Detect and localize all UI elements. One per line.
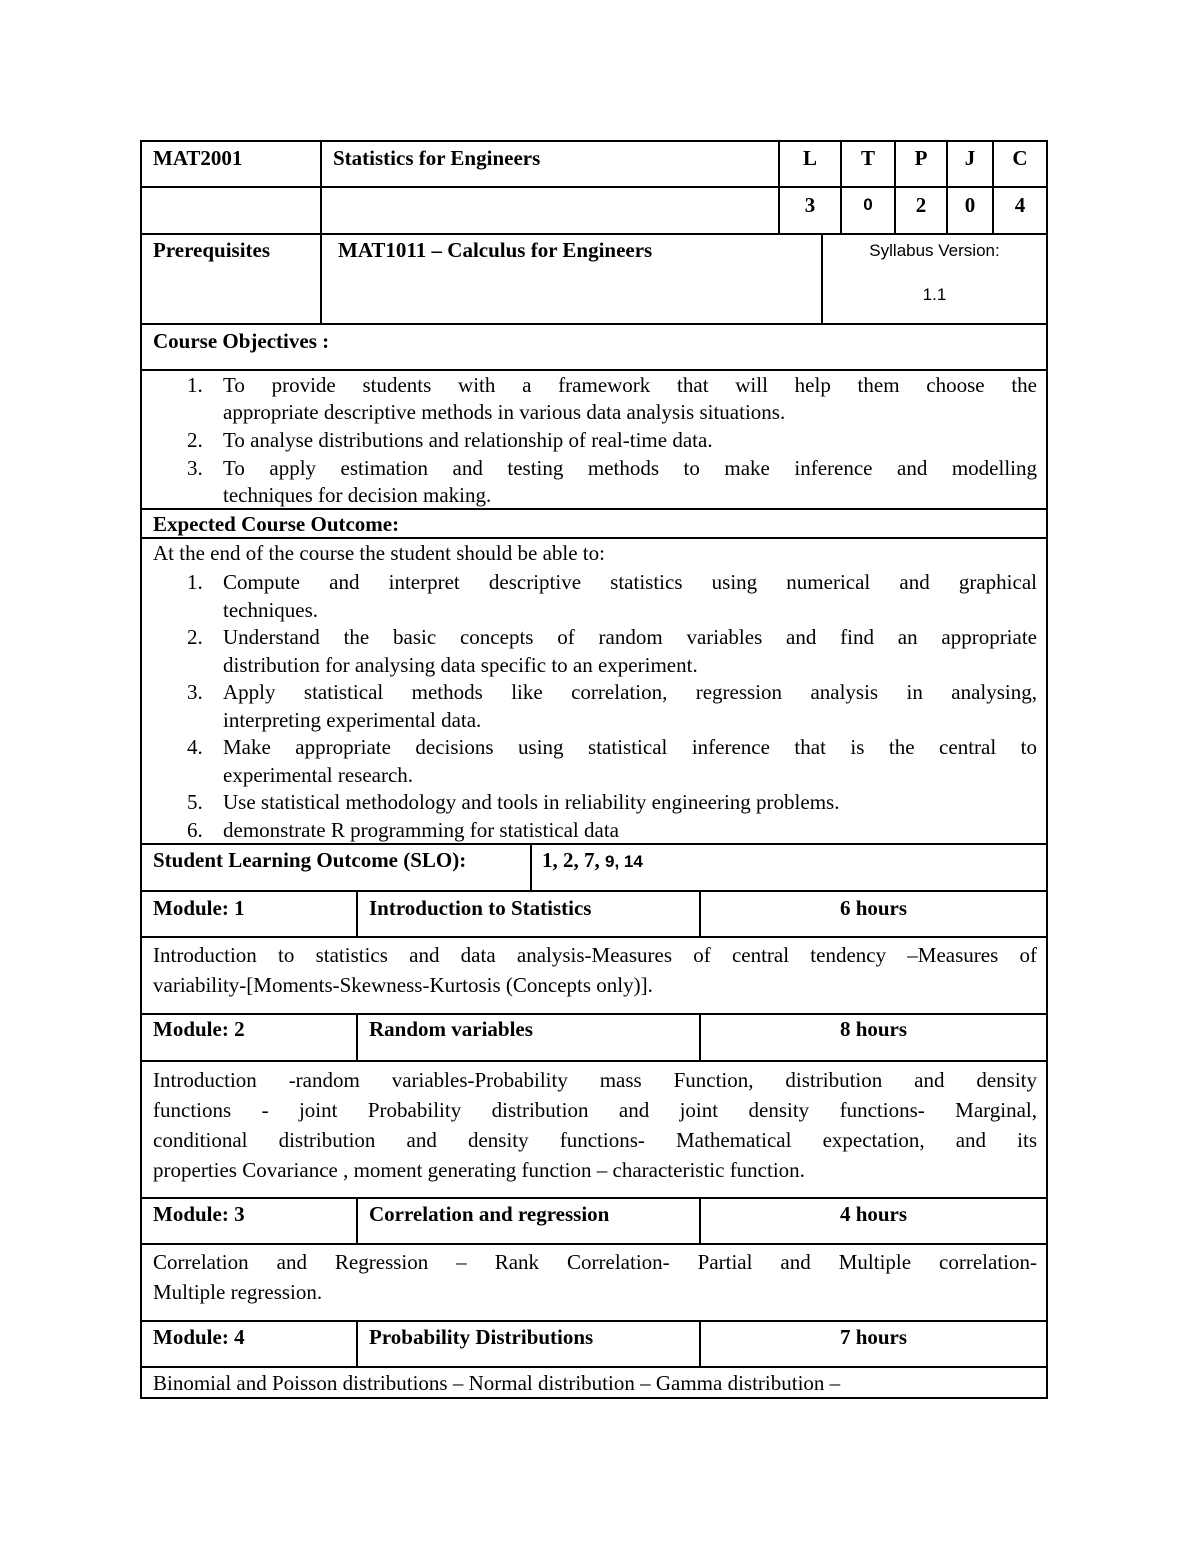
expected-outcome-intro: At the end of the course the student should be able to:	[153, 541, 605, 565]
objective-text-line: techniques for decision making.	[223, 483, 492, 507]
objective-number: 1.	[187, 373, 203, 397]
outcome-text-line: Compute and interpret descriptive statistics using numerical and graphical	[223, 570, 1037, 594]
col-divider	[356, 1320, 358, 1367]
row-divider	[140, 1060, 1048, 1062]
outcome-text-line: Use statistical methodology and tools in reliability engineering problems.	[223, 790, 840, 814]
module-title: Introduction to Statistics	[369, 896, 592, 920]
module-title: Correlation and regression	[369, 1202, 610, 1226]
ltpjc-label-t: T	[860, 146, 875, 170]
module-content-line: Multiple regression.	[153, 1280, 323, 1304]
module-content-line: conditional distribution and density functions- Mathematical expectation, and its	[153, 1128, 1037, 1152]
slo-value	[542, 847, 643, 875]
syllabus-version-value: 1.1	[922, 285, 947, 304]
ltpjc-value-p: 2	[915, 193, 927, 217]
ltpjc-label-c: C	[1012, 146, 1028, 170]
ltpjc-label-p: P	[914, 146, 928, 170]
module-content-line: variability-[Moments-Skewness-Kurtosis (Concepts only)].	[153, 973, 653, 997]
outcome-text-line: Understand the basic concepts of random variables and find an appropriate	[223, 625, 1037, 649]
outcome-text-line: techniques.	[223, 598, 319, 622]
module-hours: 4 hours	[839, 1202, 908, 1226]
ltpjc-value-c: 4	[1014, 193, 1026, 217]
module-content-line: functions - joint Probability distribution and joint density functions- Marginal,	[153, 1098, 1037, 1122]
module-hours: 8 hours	[839, 1017, 908, 1041]
course-title: Statistics for Engineers	[333, 146, 541, 170]
outcome-number: 1.	[187, 570, 203, 594]
slo-value-small: 9, 14	[605, 852, 643, 871]
col-divider	[356, 1197, 358, 1244]
module-label: Module: 4	[153, 1325, 245, 1349]
prerequisites-value: MAT1011 – Calculus for Engineers	[338, 238, 653, 262]
row-divider	[140, 1366, 1048, 1368]
col-divider	[320, 140, 322, 324]
module-label: Module: 3	[153, 1202, 245, 1226]
module-title: Probability Distributions	[369, 1325, 594, 1349]
objective-text-line: To analyse distributions and relationship of real-time data.	[223, 428, 713, 452]
module-label: Module: 1	[153, 896, 245, 920]
module-content-line: properties Covariance , moment generating function – characteristic function.	[153, 1158, 805, 1182]
row-divider	[140, 1243, 1048, 1245]
row-divider	[140, 843, 1048, 845]
ltpjc-value-t: 0	[863, 195, 873, 214]
slo-label: Student Learning Outcome (SLO):	[153, 848, 467, 872]
ltpjc-label-j: J	[964, 146, 976, 170]
slo-value-main: 1, 2, 7,	[542, 848, 600, 872]
outcome-number: 6.	[187, 818, 203, 842]
row-divider	[140, 508, 1048, 510]
outcome-number: 5.	[187, 790, 203, 814]
module-hours: 6 hours	[839, 896, 908, 920]
col-divider	[356, 1013, 358, 1061]
outcome-text-line: interpreting experimental data.	[223, 708, 482, 732]
row-divider	[140, 936, 1048, 938]
row-divider	[140, 369, 1048, 371]
col-divider	[530, 843, 532, 891]
outcome-text-line: distribution for analysing data specific to an experiment.	[223, 653, 698, 677]
row-divider	[140, 323, 1048, 325]
row-divider	[140, 890, 1048, 892]
expected-outcome-heading: Expected Course Outcome:	[153, 512, 400, 536]
course-objectives-heading: Course Objectives :	[153, 329, 330, 353]
module-content-line: Introduction to statistics and data analysis-Measures of central tendency –Measures of	[153, 943, 1037, 967]
row-divider	[140, 1013, 1048, 1015]
objective-text-line: appropriate descriptive methods in various data analysis situations.	[223, 400, 786, 424]
outcome-text-line: experimental research.	[223, 763, 414, 787]
module-content-line: Correlation and Regression – Rank Correlation- Partial and Multiple correlation-	[153, 1250, 1037, 1274]
syllabus-version-label: Syllabus Version:	[869, 241, 1000, 260]
module-title: Random variables	[369, 1017, 533, 1041]
module-content-line: Binomial and Poisson distributions – Normal distribution – Gamma distribution –	[153, 1371, 841, 1395]
outcome-text-line: Apply statistical methods like correlation, regression analysis in analysing,	[223, 680, 1037, 704]
row-divider	[140, 1197, 1048, 1199]
outcome-number: 4.	[187, 735, 203, 759]
objective-number: 3.	[187, 456, 203, 480]
outcome-number: 2.	[187, 625, 203, 649]
module-label: Module: 2	[153, 1017, 245, 1041]
prerequisites-label: Prerequisites	[153, 238, 271, 262]
course-code: MAT2001	[153, 146, 243, 170]
outcome-text-line: demonstrate R programming for statistical data	[223, 818, 619, 842]
module-content-line: Introduction -random variables-Probability mass Function, distribution and density	[153, 1068, 1037, 1092]
row-divider	[140, 537, 1048, 539]
row-divider	[140, 233, 1048, 235]
objective-text-line: To provide students with a framework that will help them choose the	[223, 373, 1037, 397]
module-hours: 7 hours	[839, 1325, 908, 1349]
row-divider	[140, 186, 1048, 188]
ltpjc-value-j: 0	[964, 193, 976, 217]
ltpjc-label-l: L	[802, 146, 817, 170]
objective-text-line: To apply estimation and testing methods to make inference and modelling	[223, 456, 1037, 480]
ltpjc-value-l: 3	[804, 193, 816, 217]
row-divider	[140, 1320, 1048, 1322]
outcome-number: 3.	[187, 680, 203, 704]
col-divider	[356, 890, 358, 937]
objective-number: 2.	[187, 428, 203, 452]
outcome-text-line: Make appropriate decisions using statistical inference that is the central to	[223, 735, 1037, 759]
